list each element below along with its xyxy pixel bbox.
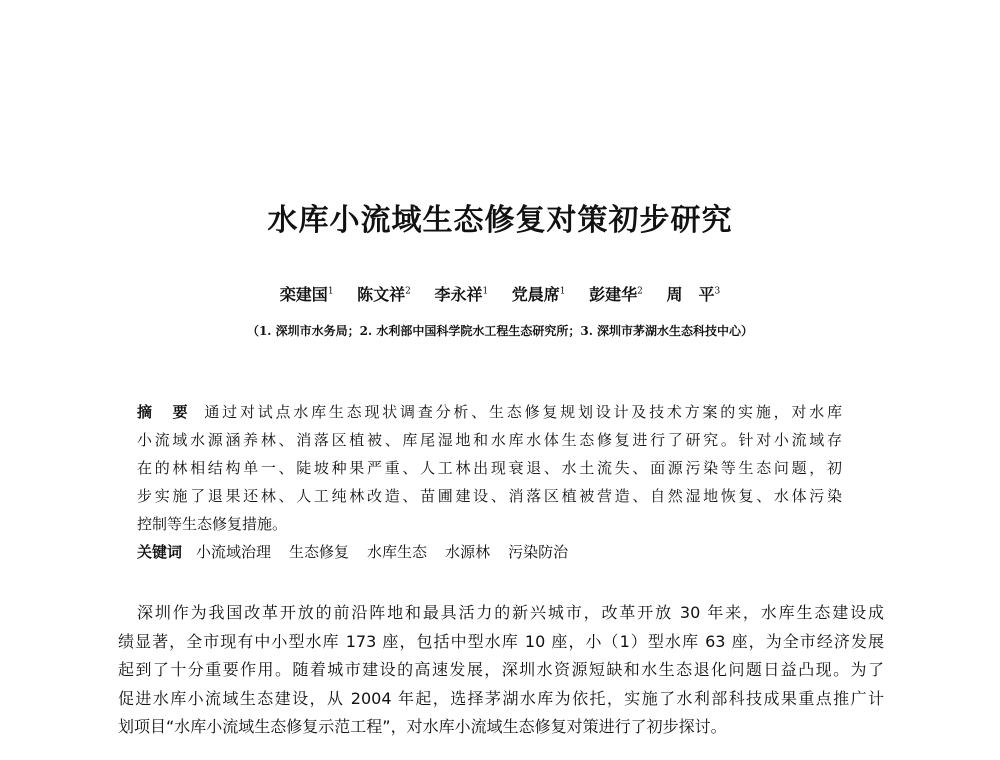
keyword: 生态修复 [289, 543, 350, 561]
body-line: 起到了十分重要作用。随着城市建设的高速发展，深圳水资源短缺和水生态退化问题日益凸现。为了 [118, 660, 884, 679]
author-affiliation-mark: 1 [482, 286, 489, 297]
abstract-line [137, 401, 842, 422]
abstract-line: 小流域水源涵养林、消落区植被、库尾湿地和水库水体生态修复进行了研究。针对小流域存 [137, 431, 842, 449]
author-name: 栾建国 [279, 285, 328, 304]
author-affiliation-mark: 1 [327, 286, 334, 297]
author-name: 彭建华 [589, 285, 638, 304]
body-line: 深圳作为我国改革开放的前沿阵地和最具活力的新兴城市，改革开放 30 年来，水库生态建设成 [137, 603, 884, 622]
keyword: 小流域治理 [196, 543, 272, 561]
keywords-label: 关键词 [137, 543, 183, 561]
keyword: 水源林 [445, 543, 491, 561]
author [666, 285, 720, 304]
body-line: 划项目“水库小流域生态修复示范工程”，对水库小流域生态修复对策进行了初步探讨。 [118, 717, 727, 736]
body-line: 绩显著，全市现有中小型水库 173 座，包括中型水库 10 座，小（1）型水库 63 座，为全市经济发展 [118, 632, 884, 651]
keyword: 水库生态 [367, 543, 428, 561]
author-name: 陈文祥 [357, 285, 406, 304]
keywords [137, 541, 842, 562]
affiliations: （1. 深圳市水务局；2. 水利部中国科学院水工程生态研究所；3. 深圳市茅湖水生态科技中心） [246, 324, 754, 338]
author-list [0, 282, 1000, 305]
abstract-line: 在的林相结构单一、陡坡种果严重、人工林出现衰退、水土流失、面源污染等生态问题，初 [137, 459, 842, 477]
author-affiliation-mark: 2 [637, 286, 643, 297]
keyword: 污染防治 [508, 543, 569, 561]
author [434, 285, 488, 304]
author-affiliation-mark: 1 [559, 286, 566, 297]
body-line: 促进水库小流域生态建设，从 2004 年起，选择茅湖水库为依托，实施了水利部科技成果重点推广计 [118, 689, 884, 708]
author [512, 285, 566, 304]
author [280, 285, 334, 304]
author-name: 周 平 [666, 285, 715, 304]
author-name: 党晨席 [511, 285, 560, 304]
abstract-label: 摘 要 [137, 403, 191, 421]
abstract-line: 步实施了退果还林、人工纯林改造、苗圃建设、消落区植被营造、自然湿地恢复、水体污染 [137, 487, 842, 505]
author [589, 285, 643, 304]
author-affiliation-mark: 2 [405, 286, 411, 297]
paper-title: 水库小流域生态修复对策初步研究 [267, 203, 733, 238]
author-name: 李永祥 [434, 285, 483, 304]
author [357, 285, 411, 304]
abstract-line: 控制等生态修复措施。 [137, 515, 288, 533]
abstract-text: 通过对试点水库生态现状调查分析、生态修复规划设计及技术方案的实施，对水库 [204, 403, 842, 421]
author-affiliation-mark: 3 [714, 286, 721, 297]
